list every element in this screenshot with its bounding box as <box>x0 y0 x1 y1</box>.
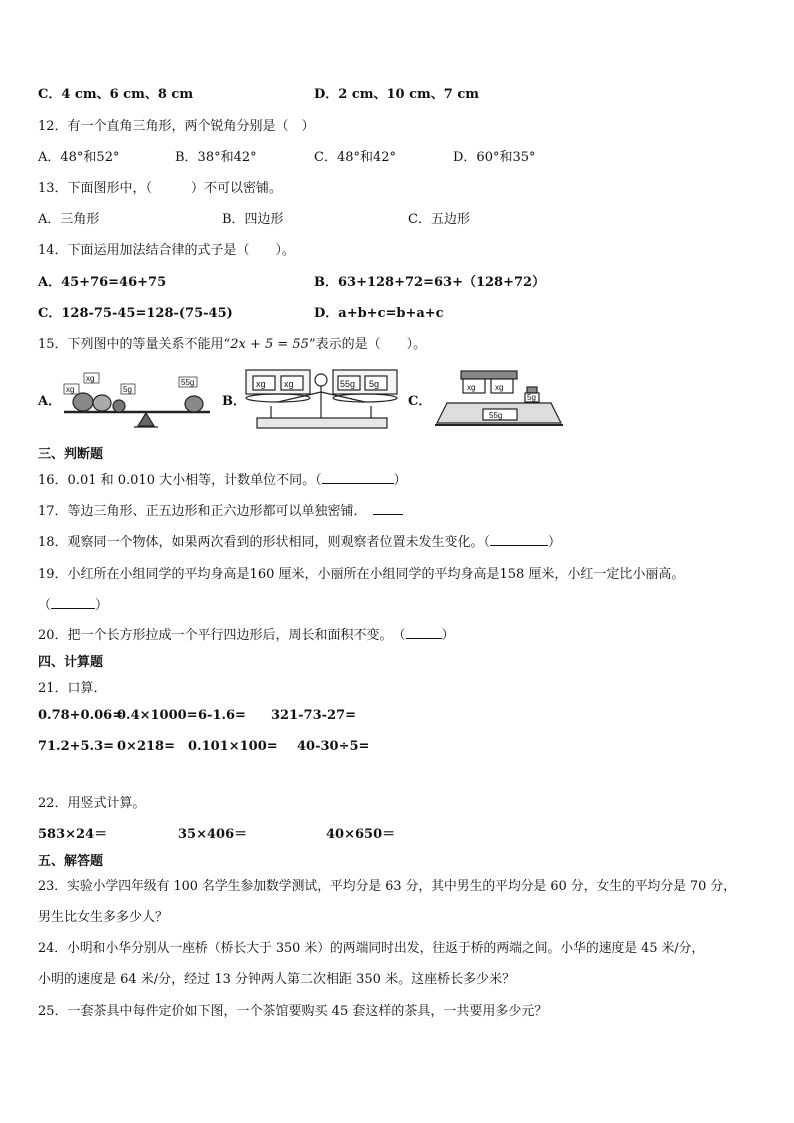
q21-item: 0×218= <box>117 739 175 754</box>
q19-text: 19．小红所在小组同学的平均身高是160 厘米，小丽所在小组同学的平均身高是158 厘米，小红一定比小丽高。 <box>38 567 685 582</box>
q13-option-b: B．四边形 <box>222 212 284 227</box>
q16-text: 16．0.01 和 0.010 大小相等，计数单位不同。（ <box>38 473 322 488</box>
q14-option-c: C．128-75-45=128-(75-45) <box>38 306 233 321</box>
q15-label-b: B． <box>222 394 246 409</box>
q21-item: 0.4×1000= <box>117 708 198 723</box>
q21-item: 0.101×100= <box>188 739 278 754</box>
q14-option-a: A．45+76=46+75 <box>38 275 167 290</box>
q15-image-c-platform-scale <box>433 367 565 429</box>
q18-answer-blank[interactable] <box>490 533 548 546</box>
q22-item: 40×650＝ <box>326 827 396 842</box>
q12-stem: 12．有一个直角三角形，两个锐角分别是（ ） <box>38 119 315 134</box>
q14-option-b: B．63+128+72=63+（128+72） <box>314 275 546 290</box>
section-heading-judgment: 三、判断题 <box>38 447 104 462</box>
q19-answer-blank[interactable] <box>51 596 95 609</box>
q15-label-c: C． <box>408 394 432 409</box>
q16-paren-close: ） <box>393 473 407 488</box>
q23-line-2: 男生比女生多多少人？ <box>38 910 169 925</box>
q15-a-weight-1: xg <box>66 385 75 394</box>
q24-line-2: 小明的速度是 64 米/分，经过 13 分钟两人第二次相距 350 米。这座桥长多少米？ <box>38 972 516 987</box>
q15-stem <box>38 333 426 352</box>
q14-option-d: D．a+b+c=b+a+c <box>314 306 444 321</box>
q21-item: 6-1.6= <box>198 708 246 723</box>
q21-item: 71.2+5.3= <box>38 739 115 754</box>
q15-image-b-pan-balance <box>243 362 401 432</box>
q12-option-d: D．60°和35° <box>453 150 536 165</box>
q20-text: 20．把一个长方形拉成一个平行四边形后，周长和面积不变。 （ <box>38 628 406 643</box>
q15-image-a-seesaw <box>58 368 218 430</box>
q13-stem: 13．下面图形中，（ ）不可以密铺。 <box>38 181 283 196</box>
q12-option-b: B．38°和42° <box>175 150 257 165</box>
q24-line-1: 24．小明和小华分别从一座桥（桥长大于 350 米）的两端同时出发，往返于桥的两端之间。小华的速度是 45 米/分， <box>38 941 705 956</box>
q21-stem: 21．口算． <box>38 681 107 696</box>
q15-a-weight-3: 5g <box>123 385 132 394</box>
q22-item: 35×406＝ <box>178 827 248 842</box>
q19-paren-close: ） <box>95 598 109 613</box>
q22-item: 583×24＝ <box>38 827 108 842</box>
q15-c-weight-3: 5g <box>527 393 536 402</box>
q20-answer-blank[interactable] <box>406 626 442 639</box>
q21-item: 321-73-27= <box>271 708 357 723</box>
q15-c-weight-1: xg <box>467 383 476 392</box>
q15-c-weight-4: 55g <box>489 411 503 420</box>
q15-stem-pre: 15．下列图中的等量关系不能用“ <box>38 337 231 352</box>
q15-stem-post: ”表示的是（ ）。 <box>308 337 427 352</box>
q22-stem: 22．用竖式计算。 <box>38 796 146 811</box>
q23-line-1: 23．实验小学四年级有 100 名学生参加数学测试，平均分是 63 分，其中男生的平均分是 60 分，女生的平均分是 70 分， <box>38 879 736 894</box>
q15-formula: 2x + 5 = 55 <box>230 337 309 352</box>
q16-answer-blank[interactable] <box>322 471 394 484</box>
q25-stem: 25．一套茶具中每件定价如下图，一个茶馆要购买 45 套这样的茶具，一共要用多少元？ <box>38 1004 548 1019</box>
q15-b-weight-2: xg <box>284 379 294 389</box>
q17-answer-blank[interactable] <box>373 502 403 515</box>
q14-stem: 14．下面运用加法结合律的式子是（ ）。 <box>38 243 296 258</box>
q15-label-a: A． <box>38 394 62 409</box>
q19-paren-open: （ <box>38 598 52 613</box>
q13-option-a: A．三角形 <box>38 212 100 227</box>
q21-item: 0.78+0.06= <box>38 708 124 723</box>
q15-c-weight-2: xg <box>495 383 504 392</box>
q21-item: 40-30÷5= <box>297 739 370 754</box>
q12-option-a: A．48°和52° <box>38 150 120 165</box>
q15-b-weight-4: 5g <box>369 379 380 389</box>
q15-a-weight-4: 55g <box>181 378 195 387</box>
q15-a-weight-2: xg <box>86 374 95 383</box>
q11-option-d: D．2 cm、10 cm、7 cm <box>314 87 480 102</box>
q18-text: 18．观察同一个物体，如果两次看到的形状相同，则观察者位置未发生变化。（ <box>38 535 491 550</box>
q18 <box>38 531 561 550</box>
q16 <box>38 469 407 488</box>
q17 <box>38 500 403 519</box>
q12-option-c: C．48°和42° <box>314 150 397 165</box>
q15-b-weight-3: 55g <box>340 379 356 389</box>
section-heading-word-problems: 五、解答题 <box>38 854 104 869</box>
q20-paren-close: ） <box>441 628 455 643</box>
section-heading-calculation: 四、计算题 <box>38 655 104 670</box>
q19-answer <box>38 594 108 613</box>
q15-b-weight-1: xg <box>256 379 266 389</box>
q13-option-c: C．五边形 <box>408 212 470 227</box>
q11-option-c: C．4 cm、6 cm、8 cm <box>38 87 194 102</box>
q18-paren-close: ） <box>548 535 562 550</box>
q20 <box>38 624 455 643</box>
q17-text: 17．等边三角形、正五边形和正六边形都可以单独密铺． <box>38 504 367 519</box>
